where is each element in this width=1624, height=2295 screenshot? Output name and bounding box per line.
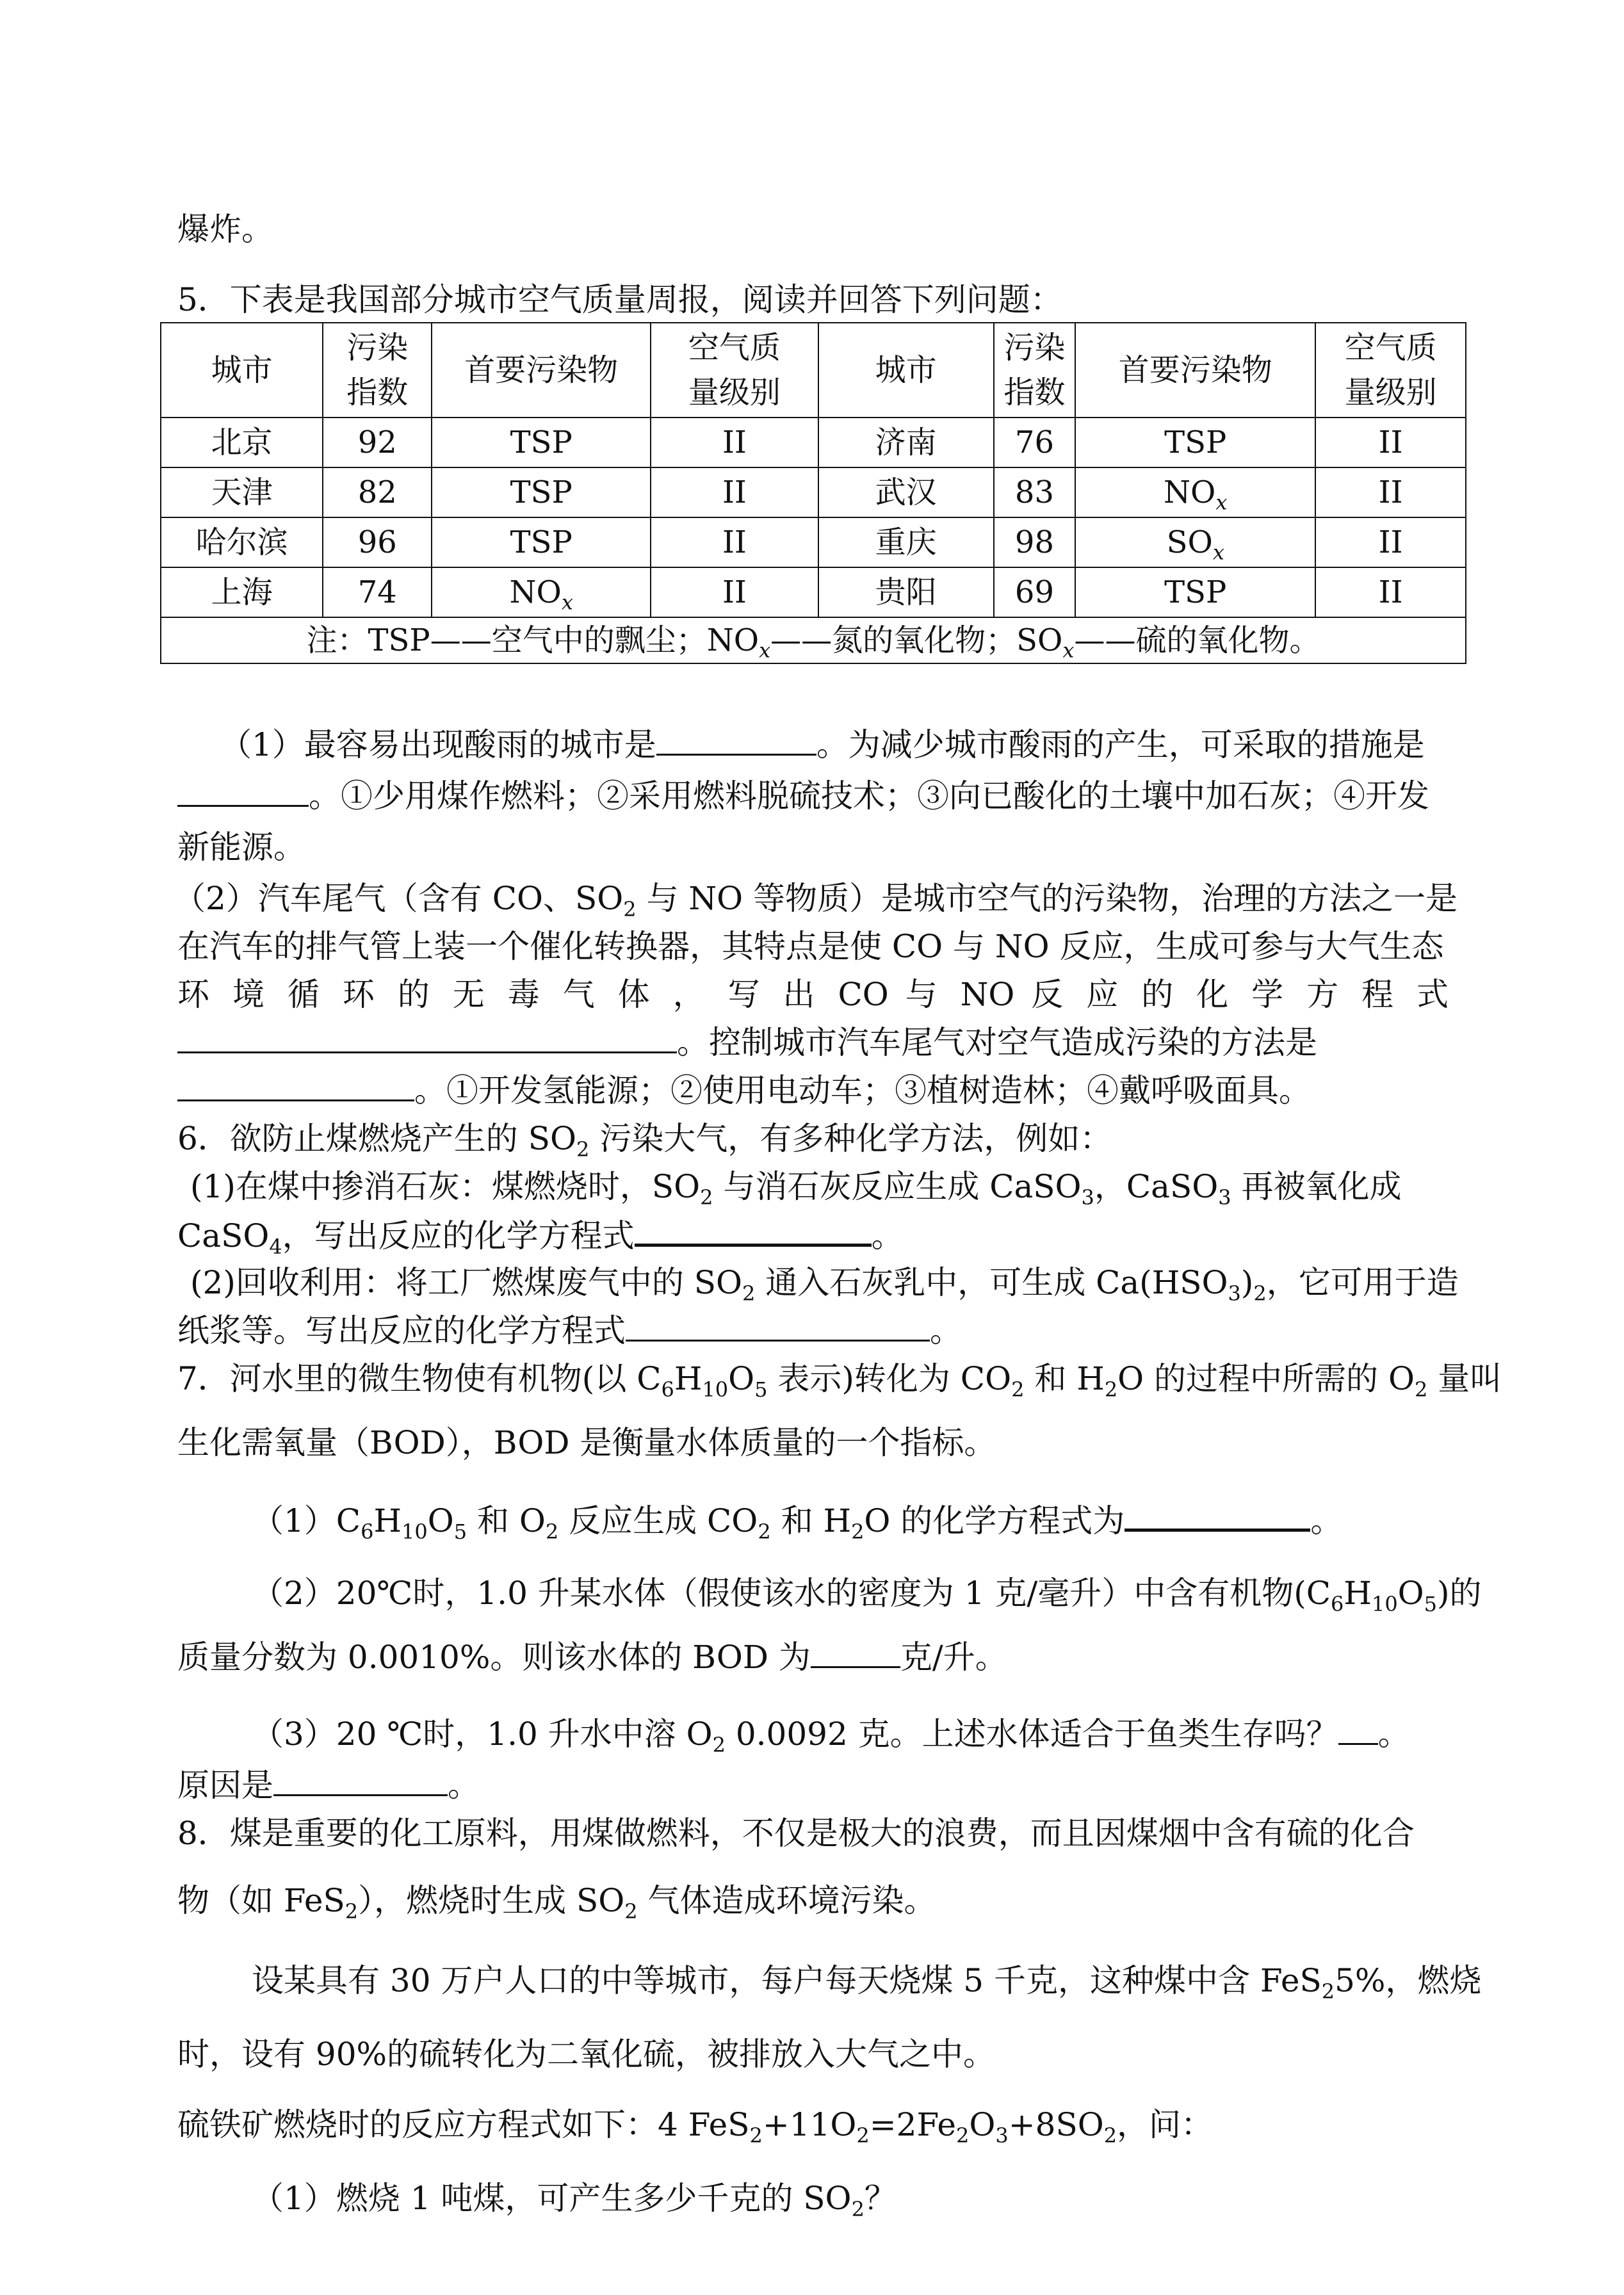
cell-index: 96 [323, 517, 432, 567]
question-7-2-line-2: 质量分数为 0.0010%。则该水体的 BOD 为 克/升。 [177, 1639, 1007, 1676]
answer-blank [635, 1215, 872, 1247]
cell-grade: II [1315, 467, 1466, 517]
cell-pollutant: TSP [432, 418, 651, 467]
cell-pollutant: TSP [1075, 418, 1315, 467]
header-city: 城市 [818, 323, 994, 418]
cell-city: 天津 [161, 467, 323, 517]
question-7-2-line-1: （2）20℃时，1.0 升某水体（假使该水的密度为 1 克/毫升）中含有机物$(C_6H_{10}O_5)$的 [252, 1575, 1482, 1616]
answer-blank [626, 1311, 930, 1342]
answer-blank [273, 1766, 448, 1796]
question-7-line-2: 生化需氧量（BOD），BOD 是衡量水体质量的一个指标。 [177, 1424, 996, 1461]
question-5-intro: 5．下表是我国部分城市空气质量周报，阅读并回答下列问题： [177, 281, 1062, 318]
table-note-row [161, 617, 1466, 663]
cell-city: 贵阳 [818, 567, 994, 617]
cell-city: 哈尔滨 [161, 517, 323, 567]
cell-index: 69 [994, 567, 1076, 617]
question-5-1-line-1: （1）最容易出现酸雨的城市是 。为减少城市酸雨的产生，可采取的措施是 [220, 726, 1425, 763]
cell-pollutant: TSP [432, 467, 651, 517]
question-8-line-3: 设某具有 30 万户人口的中等城市，每户每天烧煤 5 千克，这种煤中含 FeS$_2$5%，燃烧 [252, 1962, 1482, 2004]
cell-pollutant: $SO_x$ [1075, 517, 1315, 567]
cell-pollutant: $NO_x$ [432, 567, 651, 617]
cell-grade: II [1315, 567, 1466, 617]
cell-index: 74 [323, 567, 432, 617]
question-5-2-line-3: 环 境 循 环 的 无 毒 气 体 ， 写 出 CO 与 NO 反 应 的 化 学 方 程 式 [177, 976, 1449, 1013]
table-row [161, 567, 1466, 617]
cell-grade: II [651, 418, 818, 467]
question-5-1-line-3: 新能源。 [177, 829, 305, 866]
header-index: 污染 指数 [994, 323, 1076, 418]
question-5-2-line-2: 在汽车的排气管上装一个催化转换器，其特点是使 CO 与 NO 反应，生成可参与大气生态 [177, 928, 1444, 965]
question-6-2-line-1: (2)回收利用：将工厂燃煤废气中的 $SO_2$ 通入石灰乳中，可生成 $Ca(HSO_3)_2$，它可用于造 [190, 1264, 1459, 1306]
question-8-1: （1）燃烧 1 吨煤，可产生多少千克的 $SO_2$？ [252, 2180, 897, 2221]
table-row [161, 467, 1466, 517]
question-5-1-line-2: 。①少用煤作燃料；②采用燃料脱硫技术；③向已酸化的土壤中加石灰；④开发 [177, 777, 1449, 815]
cell-index: 98 [994, 517, 1076, 567]
question-8-line-4: 时，设有 90%的硫转化为二氧化硫，被排放入大气之中。 [177, 2036, 996, 2073]
question-8-line-5: 硫铁矿燃烧时的反应方程式如下：4 $FeS_2+11O_2=2Fe_2O_3+8SO_2$，问： [177, 2106, 1214, 2148]
question-6-1-line-1: (1)在煤中掺消石灰：煤燃烧时，$SO_2$ 与消石灰反应生成 CaSO$_3$，CaSO$_3$ 再被氧化成 [190, 1168, 1402, 1210]
question-8-line-2: 物（如 FeS$_2$），燃烧时生成 $SO_2$ 气体造成环境污染。 [177, 1882, 936, 1924]
answer-blank [811, 1638, 900, 1668]
cell-grade: II [651, 517, 818, 567]
cell-city: 济南 [818, 418, 994, 467]
header-index: 污染 指数 [323, 323, 432, 418]
header-grade: 空气质 量级别 [1315, 323, 1466, 418]
question-7-line-1: 7．河水里的微生物使有机物(以 $C_6H_{10}O_5$ 表示)转化为 $CO_2$ 和 $H_2O$ 的过程中所需的 $O_2$ 量叫 [177, 1360, 1502, 1402]
table-note: 注：TSP——空气中的飘尘；$NO_x——$氮的氧化物；$SO_x——$硫的氧化物。 [161, 617, 1466, 663]
question-5-2-line-1: （2）汽车尾气（含有 CO、$SO_2$ 与 NO 等物质）是城市空气的污染物，治理的方法之一是 [174, 880, 1458, 921]
question-5-2-line-5: 。①开发氢能源；②使用电动车；③植树造林；④戴呼吸面具。 [177, 1071, 1449, 1110]
answer-blank [177, 1023, 677, 1053]
question-8-line-1: 8．煤是重要的化工原料，用煤做燃料，不仅是极大的浪费，而且因煤烟中含有硫的化合 [177, 1815, 1415, 1852]
cell-index: 83 [994, 467, 1076, 517]
table-row [161, 418, 1466, 467]
cell-index: 82 [323, 467, 432, 517]
cell-pollutant: TSP [1075, 567, 1315, 617]
cell-city: 武汉 [818, 467, 994, 517]
answer-blank [177, 1071, 414, 1101]
cell-grade: II [1315, 418, 1466, 467]
cell-grade: II [651, 467, 818, 517]
header-grade: 空气质 量级别 [651, 323, 818, 418]
question-5-2-line-4: 。控制城市汽车尾气对空气造成污染的方法是 [177, 1023, 1449, 1062]
answer-blank [1338, 1715, 1378, 1745]
cell-city: 上海 [161, 567, 323, 617]
cell-pollutant: $NO_x$ [1075, 467, 1315, 517]
header-pollutant: 首要污染物 [1075, 323, 1315, 418]
question-6-intro: 6．欲防止煤燃烧产生的 $SO_2$ 污染大气，有多种化学方法，例如： [177, 1120, 1112, 1162]
cell-index: 92 [323, 418, 432, 467]
table-header-row [161, 323, 1466, 418]
answer-blank [1125, 1500, 1310, 1532]
answer-blank [177, 777, 309, 807]
cell-grade: II [1315, 517, 1466, 567]
cell-pollutant: TSP [432, 517, 651, 567]
answer-blank [656, 726, 816, 756]
question-7-3-line-1: （3）20 ℃时，1.0 升水中溶 $O_2$ 0.0092 克。上述水体适合于鱼类生存吗？ 。 [252, 1715, 1410, 1757]
air-quality-table [160, 322, 1466, 664]
cell-city: 重庆 [818, 517, 994, 567]
cell-city: 北京 [161, 418, 323, 467]
cell-grade: II [651, 567, 818, 617]
text-line: 爆炸。 [177, 211, 273, 248]
header-pollutant: 首要污染物 [432, 323, 651, 418]
table-row [161, 517, 1466, 567]
question-7-1: $(1)C_6H_{10}O_5$ 和 $O_2$ 反应生成 $CO_2$ 和 $H_2O$ 的化学方程式为 。 [252, 1500, 1523, 1540]
question-6-2-line-2: 纸浆等。写出反应的化学方程式 。 [177, 1312, 962, 1349]
header-city: 城市 [161, 323, 323, 418]
question-6-1-line-2: CaSO$_4$，写出反应的化学方程式 。 [177, 1215, 1449, 1255]
cell-index: 76 [994, 418, 1076, 467]
question-7-3-line-2: 原因是 。 [177, 1767, 480, 1804]
